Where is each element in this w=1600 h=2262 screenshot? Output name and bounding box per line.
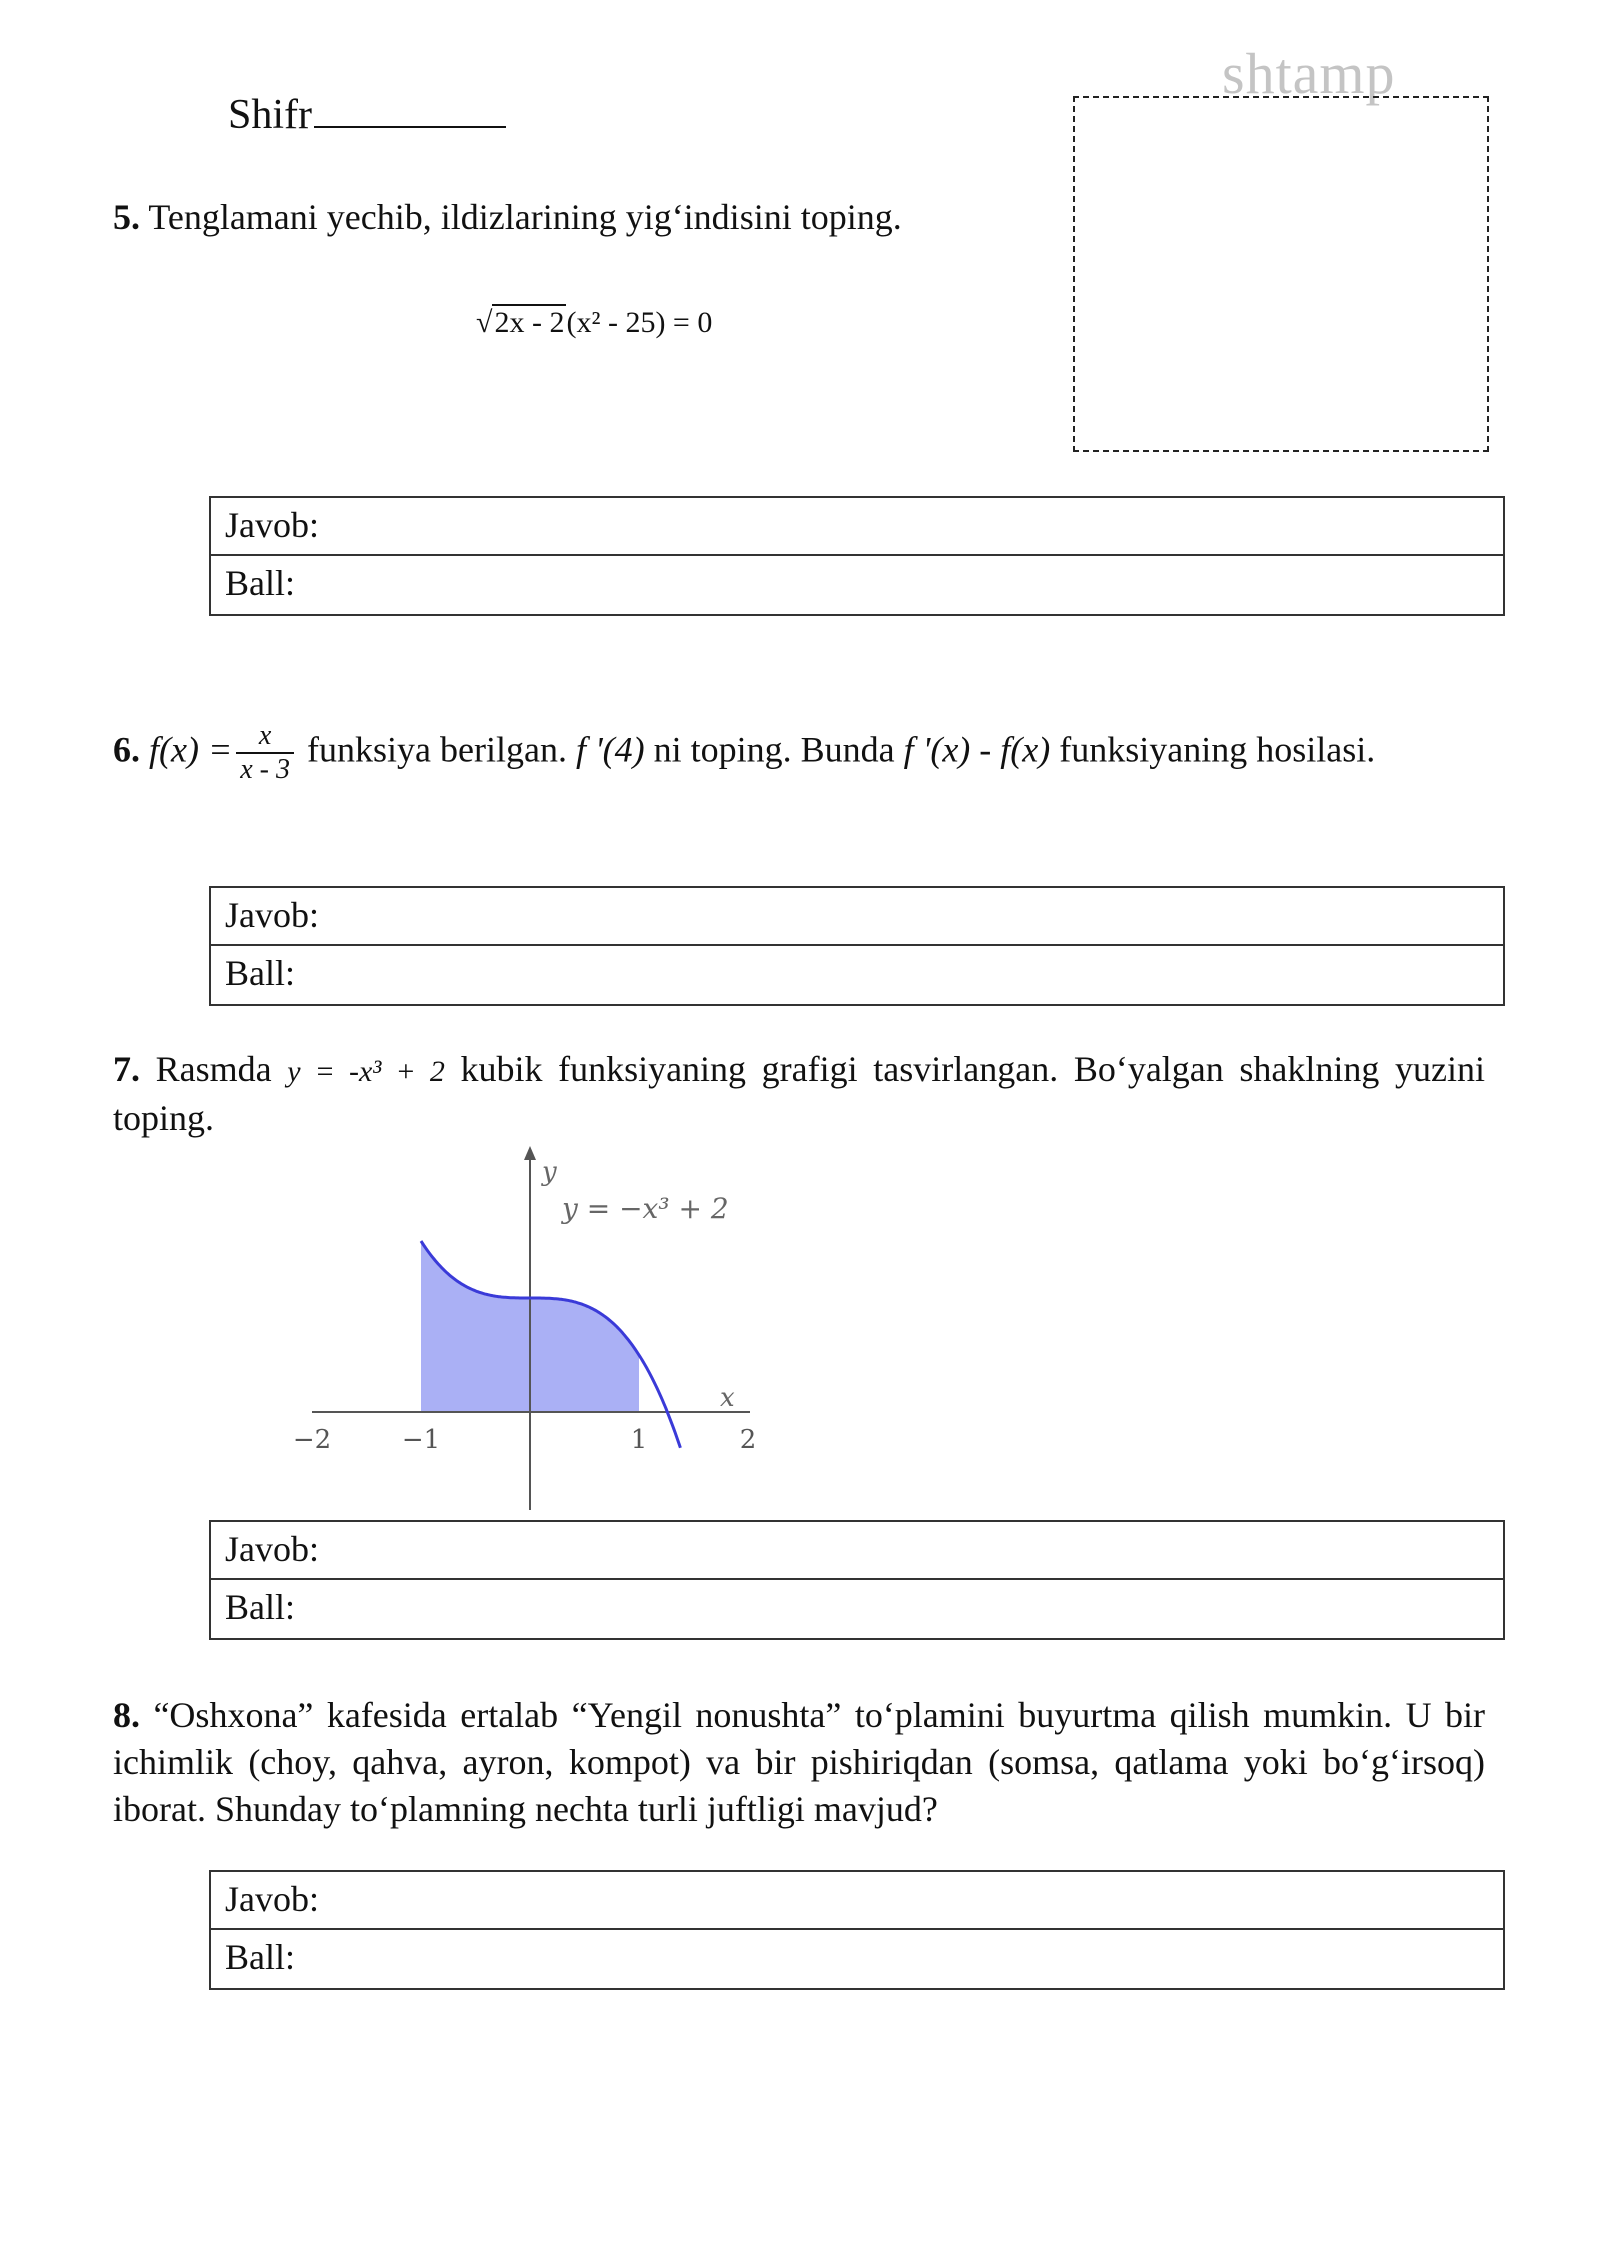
- question-8: [113, 1692, 1485, 1833]
- question-8-number: 8.: [113, 1695, 140, 1735]
- stamp-label: shtamp: [1222, 41, 1396, 106]
- answer-field[interactable]: Javob:: [211, 498, 1503, 556]
- answer-field[interactable]: Javob:: [211, 888, 1503, 946]
- x-tick-label: 1: [630, 1425, 648, 1455]
- question-6-text-2: ni toping. Bunda: [653, 729, 895, 770]
- shifr-blank-line[interactable]: [314, 90, 506, 128]
- x-tick-label: 2: [739, 1425, 757, 1455]
- x-axis-label: x: [720, 1383, 735, 1413]
- question-6-text-3: funksiyaning hosilasi.: [1059, 729, 1376, 770]
- derivative-value: f '(4): [575, 729, 645, 770]
- function-definition: f(x) =: [149, 729, 233, 770]
- question-6-text-1: funksiya berilgan.: [307, 729, 567, 770]
- y-axis-arrow: [524, 1146, 536, 1160]
- question-7-text-1: Rasmda: [155, 1049, 272, 1089]
- score-field[interactable]: Ball:: [225, 1937, 295, 1977]
- question-8-text: “Oshxona” kafesida ertalab “Yengil nonushta” to‘plamini buyurtma qilish mumkin. U bir ichimlik (choy, qahva, ayron, kompot) va bir pishiriqdan (somsa, qatlama yoki bo‘g‘irsoq) iborat. Shunday to‘plamning nechta turli juftligi mavjud?: [113, 1695, 1486, 1829]
- stamp-box: [1073, 96, 1489, 452]
- shifr-label: Shifr: [228, 92, 312, 138]
- question-5-number: 5.: [113, 197, 140, 237]
- score-field[interactable]: Ball:: [225, 563, 295, 603]
- question-5-text: Tenglamani yechib, ildizlarining yig‘indisini toping.: [148, 197, 902, 237]
- function-fraction: [236, 720, 294, 786]
- tick-labels: [293, 1425, 756, 1455]
- question-7-number: 7.: [113, 1049, 140, 1089]
- equation-sqrt-term: 2x - 2: [494, 306, 565, 339]
- equation-rest: (x² - 25) = 0: [566, 306, 713, 339]
- question-6: [113, 720, 1485, 786]
- curve-label: y = −x³ + 2: [562, 1192, 729, 1225]
- question-5: [113, 194, 1485, 241]
- question-5-equation: √2x - 2(x² - 25) = 0: [476, 306, 713, 339]
- cubic-function-graph: [280, 1140, 800, 1520]
- answer-field[interactable]: Javob:: [211, 1872, 1503, 1930]
- answer-box-8: [209, 1870, 1505, 1990]
- x-tick-label: −1: [401, 1425, 441, 1455]
- answer-box-5: [209, 496, 1505, 616]
- answer-box-7: [209, 1520, 1505, 1640]
- fraction-denominator: x - 3: [240, 754, 291, 785]
- score-field[interactable]: Ball:: [225, 953, 295, 993]
- shifr-field: [228, 90, 506, 139]
- score-field[interactable]: Ball:: [225, 1587, 295, 1627]
- x-tick-label: −2: [292, 1425, 332, 1455]
- cubic-equation: y = -x³ + 2: [287, 1055, 445, 1088]
- question-7: [113, 1046, 1485, 1142]
- answer-box-6: [209, 886, 1505, 1006]
- question-7-text-2: kubik funksiyaning grafigi tasvirlangan. Bo‘yalgan shaklning yuzini toping.: [113, 1049, 1485, 1138]
- answer-field[interactable]: Javob:: [211, 1522, 1503, 1580]
- derivative-expression: f '(x) - f(x): [903, 729, 1051, 770]
- y-axis-label: y: [542, 1157, 557, 1187]
- question-6-number: 6.: [113, 729, 140, 770]
- fraction-numerator: x: [236, 720, 294, 754]
